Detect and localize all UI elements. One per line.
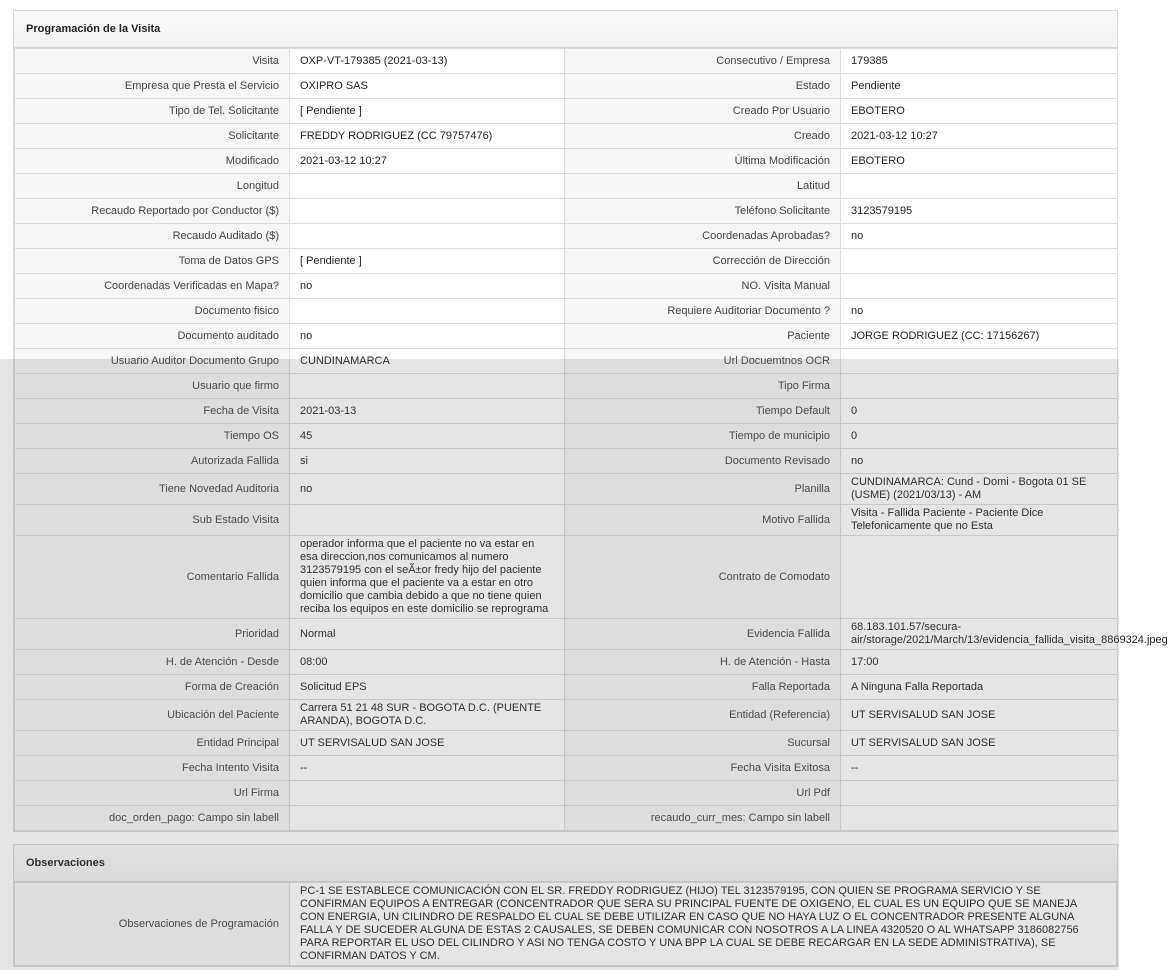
field-label: Coordenadas Aprobadas? bbox=[565, 224, 841, 249]
table-row bbox=[15, 374, 1118, 399]
table-row bbox=[15, 424, 1118, 449]
field-label: Planilla bbox=[565, 474, 841, 505]
field-value bbox=[841, 781, 1118, 806]
field-label: Documento fisico bbox=[15, 299, 290, 324]
field-value bbox=[841, 806, 1118, 831]
field-label: Paciente bbox=[565, 324, 841, 349]
table-row bbox=[15, 399, 1118, 424]
observations-table bbox=[14, 882, 1117, 966]
field-label: Coordenadas Verificadas en Mapa? bbox=[15, 274, 290, 299]
table-row bbox=[15, 174, 1118, 199]
field-value: si bbox=[290, 449, 565, 474]
field-value bbox=[841, 174, 1118, 199]
field-value: UT SERVISALUD SAN JOSE bbox=[841, 731, 1118, 756]
field-label: Empresa que Presta el Servicio bbox=[15, 74, 290, 99]
field-value: OXIPRO SAS bbox=[290, 74, 565, 99]
field-label: Última Modificación bbox=[565, 149, 841, 174]
field-value: UT SERVISALUD SAN JOSE bbox=[841, 700, 1118, 731]
table-row bbox=[15, 536, 1118, 619]
field-value bbox=[290, 374, 565, 399]
field-value: Normal bbox=[290, 619, 565, 650]
field-value: CUNDINAMARCA: Cund - Domi - Bogota 01 SE (USME) (2021/03/13) - AM bbox=[841, 474, 1118, 505]
field-label: Prioridad bbox=[15, 619, 290, 650]
field-value: JORGE RODRIGUEZ (CC: 17156267) bbox=[841, 324, 1118, 349]
field-value: EBOTERO bbox=[841, 99, 1118, 124]
field-label: Corrección de Dirección bbox=[565, 249, 841, 274]
field-label: Autorizada Fallida bbox=[15, 449, 290, 474]
table-row bbox=[15, 274, 1118, 299]
field-label: Fecha Visita Exitosa bbox=[565, 756, 841, 781]
field-label: Consecutivo / Empresa bbox=[565, 49, 841, 74]
table-row bbox=[15, 299, 1118, 324]
field-value: FREDDY RODRIGUEZ (CC 79757476) bbox=[290, 124, 565, 149]
field-value: no bbox=[290, 324, 565, 349]
field-label: Tiempo Default bbox=[565, 399, 841, 424]
field-label: Sub Estado Visita bbox=[15, 505, 290, 536]
field-value: 17:00 bbox=[841, 650, 1118, 675]
field-value: 0 bbox=[841, 399, 1118, 424]
field-value: [ Pendiente ] bbox=[290, 249, 565, 274]
field-value bbox=[841, 374, 1118, 399]
field-value: 2021-03-13 bbox=[290, 399, 565, 424]
field-value: UT SERVISALUD SAN JOSE bbox=[290, 731, 565, 756]
field-value: no bbox=[290, 274, 565, 299]
table-row bbox=[15, 675, 1118, 700]
field-label: NO. Visita Manual bbox=[565, 274, 841, 299]
field-value: Pendiente bbox=[841, 74, 1118, 99]
table-row bbox=[15, 124, 1118, 149]
field-value: EBOTERO bbox=[841, 149, 1118, 174]
field-label: Url Pdf bbox=[565, 781, 841, 806]
table-row bbox=[15, 449, 1118, 474]
field-label: Toma de Datos GPS bbox=[15, 249, 290, 274]
field-label: Entidad Principal bbox=[15, 731, 290, 756]
field-value: [ Pendiente ] bbox=[290, 99, 565, 124]
field-value: Solicitud EPS bbox=[290, 675, 565, 700]
field-value: operador informa que el paciente no va estar en esa direccion,nos comunicamos al numero 3123579195 con el seÃ±or fredy hijo del paciente quien informa que el paciente va a estar en otro domicilio que cambia debido a que no tiene quien reciba los equipos en este domicilio se reprograma bbox=[290, 536, 565, 619]
field-value: Visita - Fallida Paciente - Paciente Dice Telefonicamente que no Esta bbox=[841, 505, 1118, 536]
field-label: Visita bbox=[15, 49, 290, 74]
table-row bbox=[15, 199, 1118, 224]
field-label: Requiere Auditoriar Documento ? bbox=[565, 299, 841, 324]
table-row bbox=[15, 224, 1118, 249]
field-label: Tipo Firma bbox=[565, 374, 841, 399]
field-label: Documento Revisado bbox=[565, 449, 841, 474]
field-value bbox=[290, 174, 565, 199]
table-row bbox=[15, 99, 1118, 124]
field-label: recaudo_curr_mes: Campo sin labell bbox=[565, 806, 841, 831]
field-label: Creado Por Usuario bbox=[565, 99, 841, 124]
table-row bbox=[15, 49, 1118, 74]
field-label: Entidad (Referencia) bbox=[565, 700, 841, 731]
field-label: Forma de Creación bbox=[15, 675, 290, 700]
field-value: CUNDINAMARCA bbox=[290, 349, 565, 374]
field-value bbox=[841, 274, 1118, 299]
field-label: Contrato de Comodato bbox=[565, 536, 841, 619]
field-label: Recaudo Reportado por Conductor ($) bbox=[15, 199, 290, 224]
field-label: Documento auditado bbox=[15, 324, 290, 349]
field-label: Comentario Fallida bbox=[15, 536, 290, 619]
field-label: Sucursal bbox=[565, 731, 841, 756]
section-title: Programación de la Visita bbox=[14, 11, 1117, 48]
observations-label: Observaciones de Programación bbox=[15, 883, 290, 966]
table-row bbox=[15, 324, 1118, 349]
table-row bbox=[15, 249, 1118, 274]
field-value bbox=[841, 249, 1118, 274]
table-row bbox=[15, 781, 1118, 806]
field-value bbox=[841, 349, 1118, 374]
field-value: 0 bbox=[841, 424, 1118, 449]
field-label: Recaudo Auditado ($) bbox=[15, 224, 290, 249]
field-value bbox=[290, 505, 565, 536]
field-value: -- bbox=[290, 756, 565, 781]
field-label: Url Firma bbox=[15, 781, 290, 806]
field-label: Evidencia Fallida bbox=[565, 619, 841, 650]
field-value: no bbox=[290, 474, 565, 505]
table-row bbox=[15, 474, 1118, 505]
table-row bbox=[15, 74, 1118, 99]
field-label: Longitud bbox=[15, 174, 290, 199]
field-value: OXP-VT-179385 (2021-03-13) bbox=[290, 49, 565, 74]
field-label: Estado bbox=[565, 74, 841, 99]
field-label: Fecha Intento Visita bbox=[15, 756, 290, 781]
field-label: Tiene Novedad Auditoria bbox=[15, 474, 290, 505]
field-label: Ubicación del Paciente bbox=[15, 700, 290, 731]
field-label: Tiempo de municipio bbox=[565, 424, 841, 449]
field-value bbox=[290, 199, 565, 224]
field-label: Tipo de Tel. Solicitante bbox=[15, 99, 290, 124]
field-value: 68.183.101.57/secura-air/storage/2021/March/13/evidencia_fallida_visita_8869324.jpeg bbox=[841, 619, 1118, 650]
visit-programming-panel bbox=[13, 10, 1168, 832]
field-value bbox=[841, 536, 1118, 619]
field-label: Url Docuemtnos OCR bbox=[565, 349, 841, 374]
field-value: 3123579195 bbox=[841, 199, 1118, 224]
field-label: doc_orden_pago: Campo sin labell bbox=[15, 806, 290, 831]
field-value: no bbox=[841, 224, 1118, 249]
field-value: 2021-03-12 10:27 bbox=[290, 149, 565, 174]
field-value: 179385 bbox=[841, 49, 1118, 74]
field-label: Usuario que firmo bbox=[15, 374, 290, 399]
table-row bbox=[15, 756, 1118, 781]
field-label: Falla Reportada bbox=[565, 675, 841, 700]
field-label: Teléfono Solicitante bbox=[565, 199, 841, 224]
field-value: no bbox=[841, 449, 1118, 474]
field-value bbox=[290, 224, 565, 249]
field-label: Creado bbox=[565, 124, 841, 149]
field-value: A Ninguna Falla Reportada bbox=[841, 675, 1118, 700]
field-label: Solicitante bbox=[15, 124, 290, 149]
field-label: Tiempo OS bbox=[15, 424, 290, 449]
field-label: Motivo Fallida bbox=[565, 505, 841, 536]
table-row bbox=[15, 149, 1118, 174]
field-value bbox=[290, 299, 565, 324]
table-row bbox=[15, 505, 1118, 536]
table-row bbox=[15, 700, 1118, 731]
table-row bbox=[15, 349, 1118, 374]
field-value bbox=[290, 781, 565, 806]
field-label: Usuario Auditor Documento Grupo bbox=[15, 349, 290, 374]
field-value: 2021-03-12 10:27 bbox=[841, 124, 1118, 149]
table-row bbox=[15, 619, 1118, 650]
field-label: Fecha de Visita bbox=[15, 399, 290, 424]
field-value bbox=[290, 806, 565, 831]
field-value: 45 bbox=[290, 424, 565, 449]
field-label: H. de Atención - Desde bbox=[15, 650, 290, 675]
field-value: -- bbox=[841, 756, 1118, 781]
observations-panel bbox=[13, 844, 1118, 967]
table-row bbox=[15, 650, 1118, 675]
table-row bbox=[15, 806, 1118, 831]
table-row bbox=[15, 731, 1118, 756]
observations-title: Observaciones bbox=[14, 845, 1117, 882]
field-label: H. de Atención - Hasta bbox=[565, 650, 841, 675]
visit-details-table bbox=[14, 48, 1168, 831]
field-value: 08:00 bbox=[290, 650, 565, 675]
field-label: Modificado bbox=[15, 149, 290, 174]
field-value: Carrera 51 21 48 SUR - BOGOTA D.C. (PUENTE ARANDA), BOGOTA D.C. bbox=[290, 700, 565, 731]
observations-text: PC-1 SE ESTABLECE COMUNICACIÓN CON EL SR. FREDDY RODRIGUEZ (HIJO) TEL 3123579195, CON QUIEN SE PROGRAMA SERVICIO Y SE CONFIRMAN EQUIPOS A ENTREGAR (CONCENTRADOR QUE SERA SU PRINCIPAL FUENTE DE OXIGENO, EL CUAL ES UN EQUIPO QUE SE MANEJA CON ENERGIA, UN CILINDRO DE RESPALDO EL CUAL SE DEBE UTILIZAR EN CASO QUE NO HAYA LUZ O EL CONCENTRADOR PRESENTE ALGUNA FALLA Y DE SUCEDER ALGUNA DE ESTAS 2 CAUSALES, SE DEBEN COMUNICAR CON NOSOTROS A LA LINEA 4320520 O AL WHATSAPP 3186082756 PARA REPORTAR EL USO DEL CILINDRO Y ASI NO TENGA COSTO Y UNA BPP LA CUAL SE DEBE RECARGAR EN LA SEDE ADMINISTRATIVA), SE CONFIRMAN DATOS Y CM. bbox=[290, 883, 1117, 966]
field-label: Latitud bbox=[565, 174, 841, 199]
field-value: no bbox=[841, 299, 1118, 324]
